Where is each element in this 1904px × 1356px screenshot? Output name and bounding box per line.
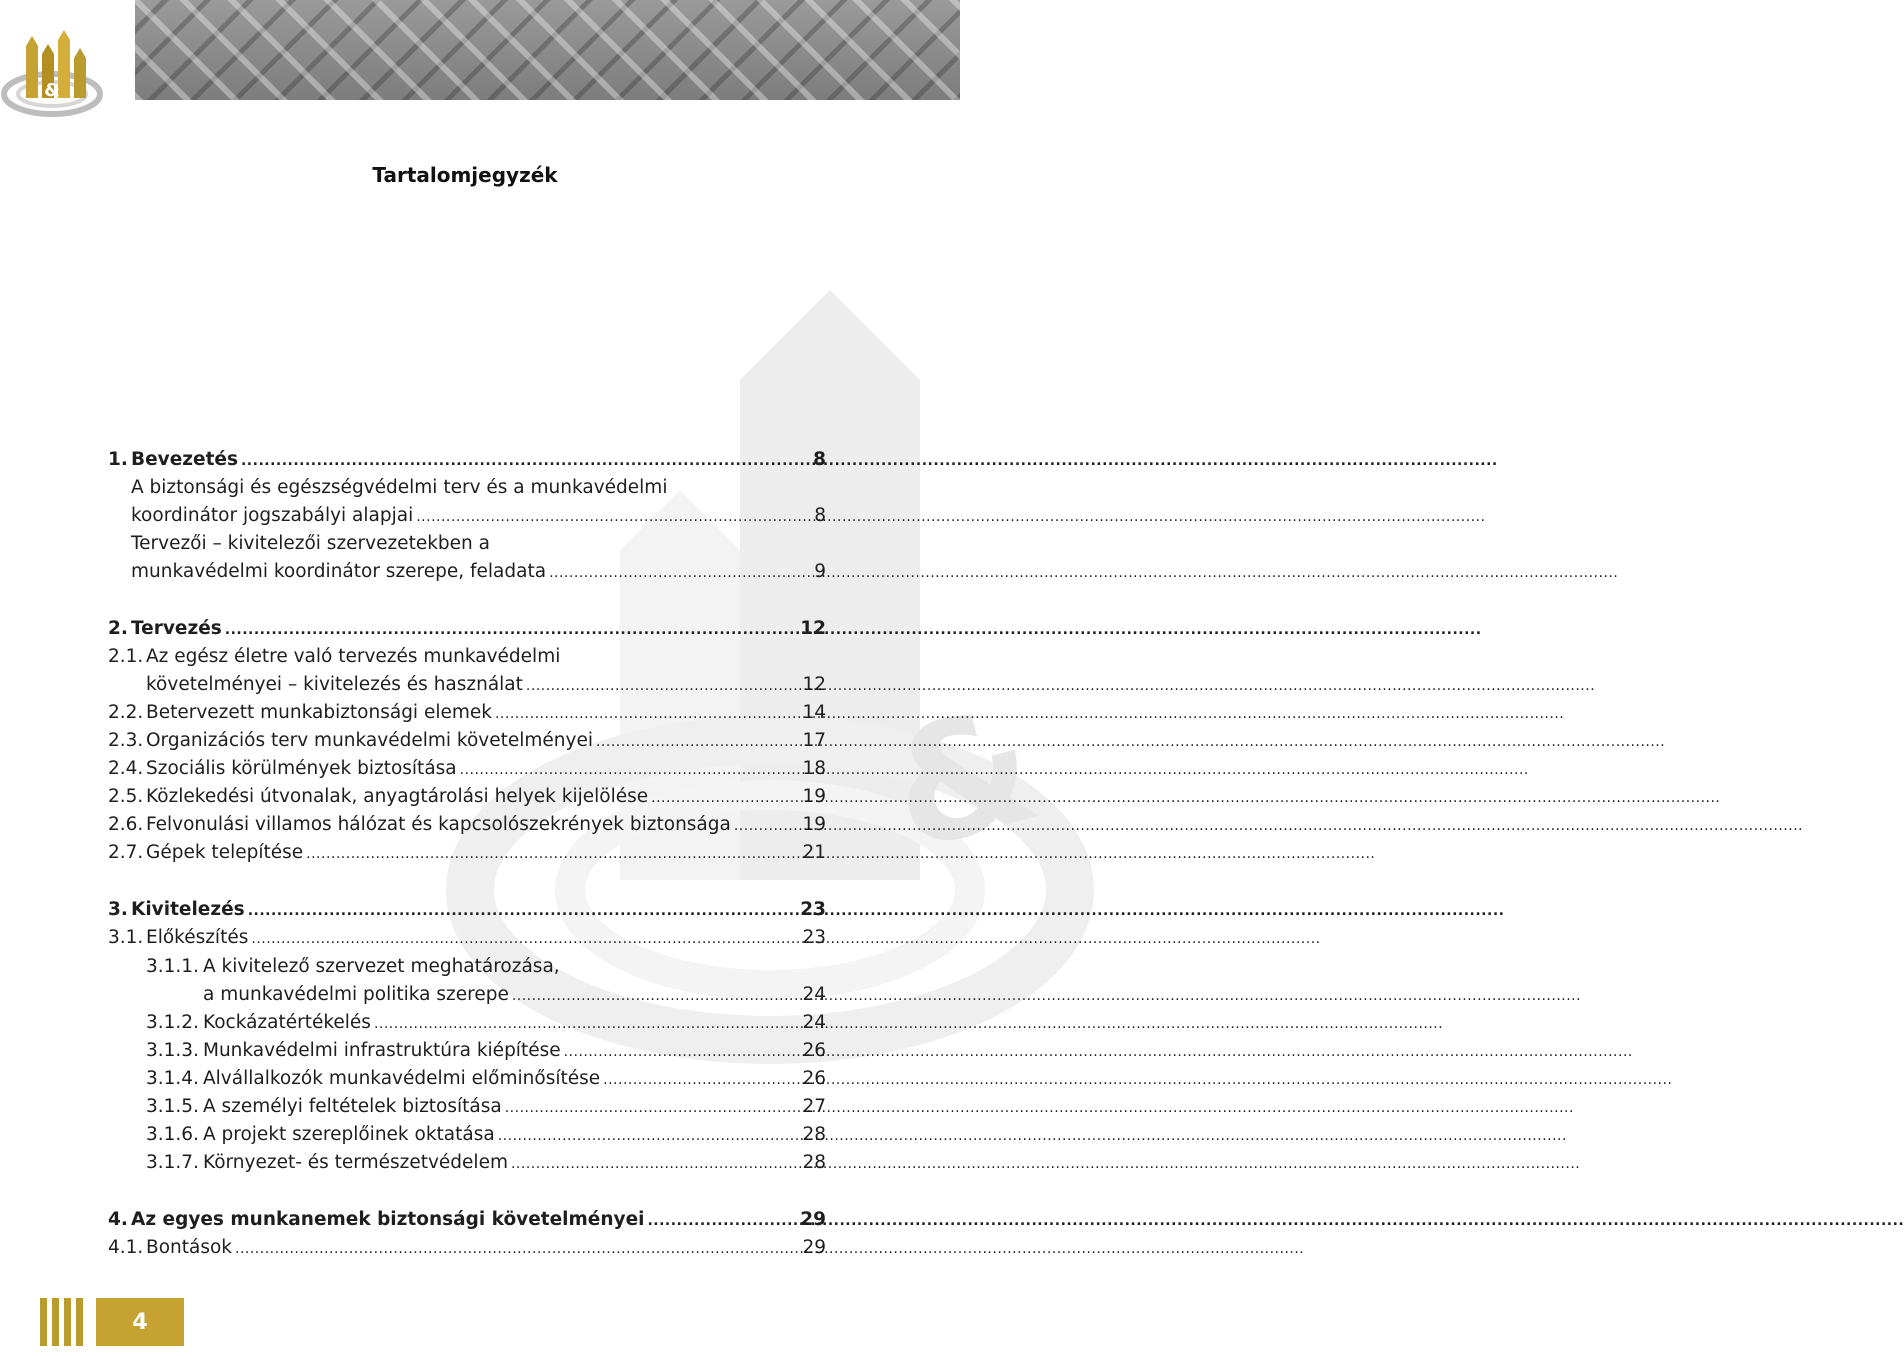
toc-dot-leader: [549, 559, 810, 587]
toc-entry-title: Az egyes munkanemek biztonsági követelményei: [131, 1209, 645, 1230]
toc-entry-title: Környezet- és természetvédelem: [203, 1152, 508, 1173]
toc-dot-leader: [498, 1122, 799, 1150]
toc-dot-leader: [526, 672, 799, 700]
toc-entry-title: Kivitelezés: [131, 899, 245, 920]
toc-page-number: 26: [802, 1040, 826, 1061]
toc-entry-title: Betervezett munkabiztonsági elemek: [146, 702, 492, 723]
toc-entry-number: 2.6.: [108, 814, 144, 835]
toc-dot-leader: [603, 1066, 798, 1094]
page-title: Tartalomjegyzék: [372, 163, 558, 187]
toc-entry: [108, 783, 826, 812]
toc-entry-number: 3.1.3.: [146, 1040, 199, 1061]
toc-page-number: 23: [800, 899, 826, 920]
toc-page-number: 26: [802, 1068, 826, 1089]
toc-entry-number: 3.1.4.: [146, 1068, 199, 1089]
toc-entry-title: Munkavédelmi infrastruktúra kiépítése: [203, 1040, 561, 1061]
toc-entry: [108, 727, 826, 756]
decor-stripe: [40, 1298, 47, 1346]
toc-page-number: 28: [802, 1152, 826, 1173]
toc-dot-leader: [647, 1207, 796, 1235]
toc-dot-leader: [596, 728, 798, 756]
toc-entry-title: a munkavédelmi politika szerepe: [203, 984, 509, 1005]
toc-entry-title: Közlekedési útvonalak, anyagtárolási helyek kijelölése: [146, 786, 649, 807]
toc-entry-number: 3.: [108, 899, 128, 920]
toc-entry-title: A biztonsági és egészségvédelmi terv és a munkavédelmi: [131, 477, 668, 498]
toc-entry: [108, 839, 826, 868]
toc-entry: [108, 1206, 826, 1235]
toc-entry-number: 3.1.1.: [146, 956, 199, 977]
toc-page-number: 24: [802, 984, 826, 1005]
toc-entry: [131, 474, 826, 502]
toc-page-number: 19: [802, 786, 826, 807]
toc-page-number: 29: [802, 1237, 826, 1258]
toc-entry-title: Kockázatértékelés: [203, 1012, 371, 1033]
toc-entry-number: 3.1.7.: [146, 1152, 199, 1173]
toc-page-number: 8: [813, 449, 826, 470]
toc-entry: [108, 1234, 826, 1263]
toc-dot-leader: [225, 616, 796, 644]
toc-page-number: 28: [802, 1124, 826, 1145]
toc-dot-leader: [235, 1235, 798, 1263]
toc-entry-number: 3.1.: [108, 927, 144, 948]
toc-page-number: 8: [814, 505, 826, 526]
toc-entry-title: Az egész életre való tervezés munkavédelmi: [146, 646, 561, 667]
toc-entry-title: Alvállalkozók munkavédelmi előminősítése: [203, 1068, 601, 1089]
toc-entry: [108, 755, 826, 784]
toc-entry-number: 2.3.: [108, 730, 144, 751]
toc-entry-number: 4.1.: [108, 1237, 144, 1258]
toc-entry: [108, 615, 826, 644]
toc-entry-number: 2.7.: [108, 842, 144, 863]
toc-entry: [203, 981, 826, 1010]
toc-entry-number: 3.1.2.: [146, 1012, 199, 1033]
toc-entry-title: Bontások: [146, 1237, 232, 1258]
toc-entry-number: 2.5.: [108, 786, 144, 807]
toc-entry-title: A kivitelező szervezet meghatározása,: [203, 956, 560, 977]
toc-entry: [108, 446, 826, 475]
toc-dot-leader: [511, 1150, 798, 1178]
toc-entry-title: munkavédelmi koordinátor szerepe, feladata: [131, 561, 547, 582]
toc-entry: [131, 558, 826, 587]
toc-page-number: 14: [802, 702, 826, 723]
toc-page-number: 29: [800, 1209, 826, 1230]
toc-page-number: 19: [802, 814, 826, 835]
toc-dot-leader: [651, 784, 798, 812]
toc-dot-leader: [564, 1038, 799, 1066]
toc-dot-leader: [374, 1010, 799, 1038]
toc-page-number: 27: [802, 1096, 826, 1117]
toc-dot-leader: [505, 1094, 799, 1122]
toc-entry-number: 4.: [108, 1209, 128, 1230]
toc-entry: [146, 1065, 826, 1094]
toc-entry: [108, 924, 826, 953]
toc-entry-number: 2.: [108, 618, 128, 639]
toc-entry: [108, 811, 826, 840]
toc-entry-number: 3.1.6.: [146, 1124, 199, 1145]
toc-entry: [146, 1009, 826, 1038]
toc-page-number: 21: [802, 842, 826, 863]
toc-page-number: 12: [802, 674, 826, 695]
toc-dot-leader: [306, 840, 798, 868]
svg-text:&: &: [871, 669, 1055, 887]
toc-page-number: 17: [802, 730, 826, 751]
toc-entry-title: Tervezői – kivitelezői szervezetekben a: [131, 533, 490, 554]
toc-entry: [108, 643, 826, 671]
toc-entry-number: 1.: [108, 449, 128, 470]
decor-stripe: [76, 1298, 83, 1346]
toc-entry: [146, 1149, 826, 1178]
toc-entry-number: 2.2.: [108, 702, 144, 723]
toc-entry-title: A projekt szereplőinek oktatása: [203, 1124, 495, 1145]
toc-entry: [108, 896, 826, 925]
toc-entry: [146, 671, 826, 700]
toc-entry: [146, 1037, 826, 1066]
toc-entry-number: 2.1.: [108, 646, 144, 667]
toc-entry-title: Bevezetés: [131, 449, 238, 470]
toc-page-number: 9: [814, 561, 826, 582]
toc-dot-leader: [241, 447, 809, 475]
toc-entry-title: Előkészítés: [146, 927, 249, 948]
toc-entry-number: 3.1.5.: [146, 1096, 199, 1117]
toc-dot-leader: [734, 812, 799, 840]
decor-stripe: [64, 1298, 71, 1346]
toc-entry-title: követelményei – kivitelezés és használat: [146, 674, 523, 695]
toc-dot-leader: [495, 700, 798, 728]
toc-entry: [146, 1121, 826, 1150]
toc-page-number: 24: [802, 1012, 826, 1033]
toc-entry: [131, 530, 826, 558]
toc-entry-title: Organizációs terv munkavédelmi követelményei: [146, 730, 593, 751]
toc-entry-title: Gépek telepítése: [146, 842, 304, 863]
toc-entry: [146, 953, 826, 981]
toc-entry: [131, 502, 826, 531]
decor-stripe: [52, 1298, 59, 1346]
toc-page-number: 12: [800, 618, 826, 639]
toc-entry-number: 2.4.: [108, 758, 144, 779]
toc-page-number: 23: [802, 927, 826, 948]
toc-entry: [108, 699, 826, 728]
toc-dot-leader: [248, 897, 797, 925]
toc-dot-leader: [512, 982, 799, 1010]
toc-dot-leader: [251, 925, 798, 953]
toc-page-number: 18: [802, 758, 826, 779]
logo-ampersand: &: [44, 80, 60, 101]
page-number: 4: [96, 1298, 184, 1346]
toc-entry-title: koordinátor jogszabályi alapjai: [131, 505, 414, 526]
toc-entry-title: Tervezés: [131, 618, 222, 639]
toc-dot-leader: [460, 756, 799, 784]
toc-entry-title: Szociális körülmények biztosítása: [146, 758, 457, 779]
toc-entry: [146, 1093, 826, 1122]
toc-entry-title: Felvonulási villamos hálózat és kapcsolószekrények biztonsága: [146, 814, 731, 835]
toc-entry-title: A személyi feltételek biztosítása: [203, 1096, 502, 1117]
toc-dot-leader: [416, 503, 810, 531]
